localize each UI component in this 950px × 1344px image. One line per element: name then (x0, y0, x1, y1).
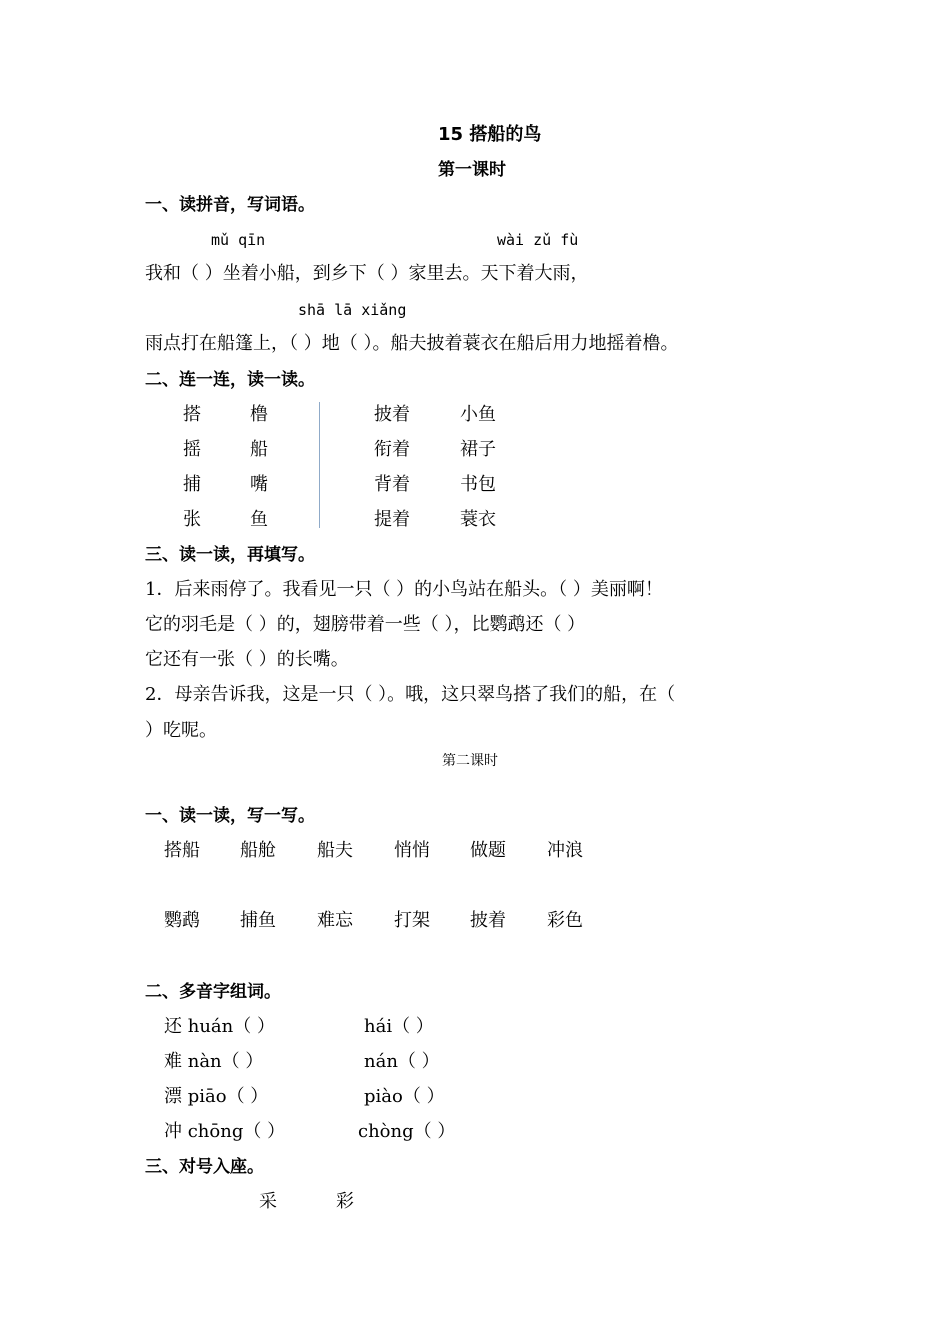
sentence-line: 雨点打在船篷上，（ ）地（ ）。船夫披着蓑衣在船后用力地摇着橹。 (145, 333, 679, 354)
match-item: 鱼 (250, 509, 268, 530)
word-item: 做题 (470, 840, 506, 861)
section-polyphone-title: 二、多音字组词。 (145, 982, 281, 1002)
section-matching-title: 二、连一连，读一读。 (145, 370, 315, 390)
word-item: 彩色 (547, 910, 583, 931)
sentence-line: 它的羽毛是（ ）的，翅膀带着一些（ ），比鹦鹉还（ ） (145, 614, 586, 635)
choose-char: 采 (259, 1191, 277, 1212)
match-item: 小鱼 (460, 404, 496, 425)
sentence-line: ）吃呢。 (145, 720, 217, 741)
match-item: 裙子 (460, 439, 496, 460)
lesson1-heading: 第一课时 (438, 160, 506, 180)
word-item: 悄悄 (394, 840, 430, 861)
column-divider (319, 402, 320, 528)
match-item: 衔着 (374, 439, 410, 460)
match-item: 张 (183, 509, 201, 530)
pinyin-hint: mǔ qīn (211, 231, 266, 249)
match-item: 摇 (183, 439, 201, 460)
match-item: 书包 (460, 474, 496, 495)
sentence-line: 我和（ ）坐着小船，到乡下（ ）家里去。天下着大雨， (145, 263, 589, 284)
word-item: 打架 (394, 910, 430, 931)
match-item: 蓑衣 (460, 509, 496, 530)
sentence-line: 2．母亲告诉我，这是一只（ ）。哦，这只翠鸟搭了我们的船，在（ (145, 684, 676, 705)
word-item: 难忘 (317, 910, 353, 931)
section-choose-title: 三、对号入座。 (145, 1157, 264, 1177)
sentence-line: 它还有一张（ ）的长嘴。 (145, 649, 349, 670)
lesson2-heading: 第二课时 (442, 753, 498, 769)
word-item: 船舱 (240, 840, 276, 861)
word-item: 披着 (470, 910, 506, 931)
match-item: 背着 (374, 474, 410, 495)
word-item: 搭船 (164, 840, 200, 861)
match-item: 橹 (250, 404, 268, 425)
polyphone-item: chòng（ ） (358, 1121, 456, 1142)
match-item: 捕 (183, 474, 201, 495)
pinyin-hint: wài zǔ fù (497, 231, 579, 249)
section-pinyin-title: 一、读拼音，写词语。 (145, 195, 315, 215)
choose-char: 彩 (336, 1191, 354, 1212)
page-title: 15 搭船的鸟 (438, 124, 542, 145)
section-words-title: 一、读一读，写一写。 (145, 806, 315, 826)
section-fill-title: 三、读一读，再填写。 (145, 545, 315, 565)
match-item: 搭 (183, 404, 201, 425)
word-item: 捕鱼 (240, 910, 276, 931)
pinyin-hint: shā lā xiǎng (298, 301, 407, 319)
match-item: 提着 (374, 509, 410, 530)
polyphone-item: piào（ ） (364, 1086, 445, 1107)
word-item: 鹦鹉 (164, 910, 200, 931)
polyphone-item: 冲 chōng（ ） (164, 1121, 286, 1142)
polyphone-item: nán（ ） (364, 1051, 440, 1072)
polyphone-item: hái（ ） (364, 1016, 434, 1037)
word-item: 船夫 (317, 840, 353, 861)
polyphone-item: 难 nàn（ ） (164, 1051, 264, 1072)
match-item: 披着 (374, 404, 410, 425)
match-item: 嘴 (250, 474, 268, 495)
polyphone-item: 漂 piāo（ ） (164, 1086, 269, 1107)
word-item: 冲浪 (547, 840, 583, 861)
sentence-line: 1．后来雨停了。我看见一只（ ）的小鸟站在船头。（ ）美丽啊！ (145, 579, 663, 600)
match-item: 船 (250, 439, 268, 460)
polyphone-item: 还 huán（ ） (164, 1016, 275, 1037)
